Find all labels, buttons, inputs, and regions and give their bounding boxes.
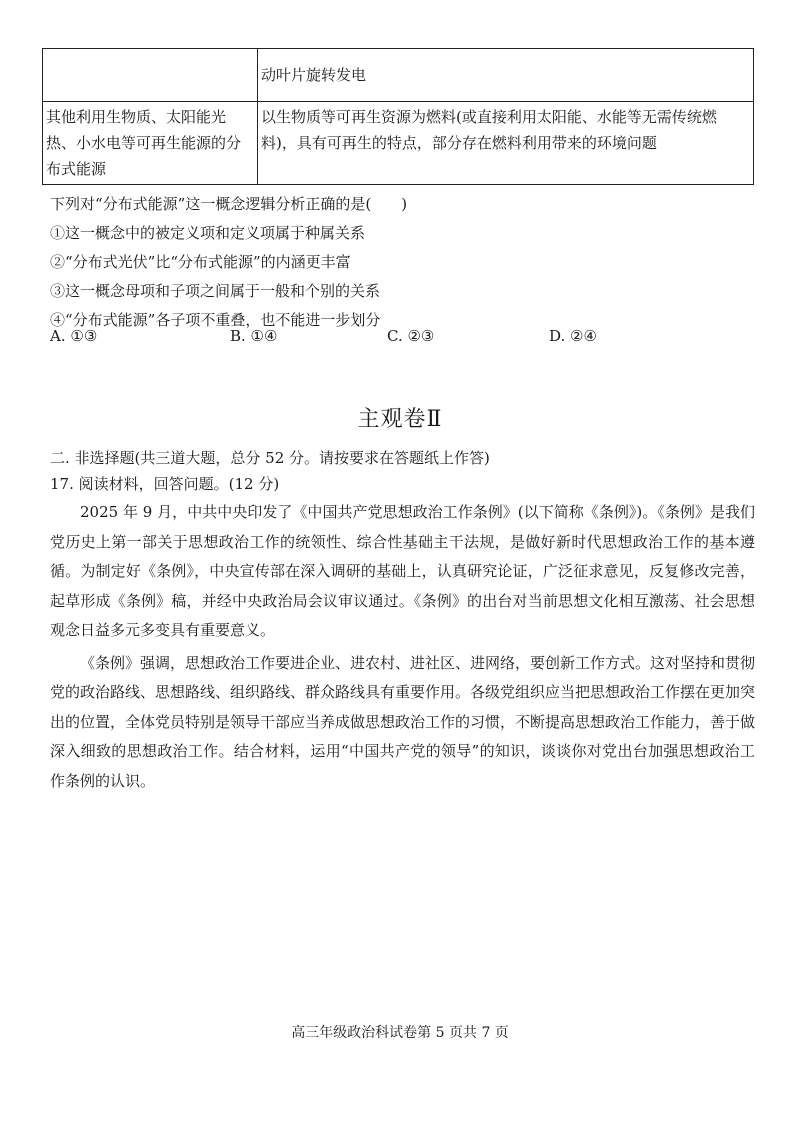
question-block: [50, 190, 760, 335]
question-stem: 下列对“分布式能源”这一概念逻辑分析正确的是( ): [50, 195, 408, 213]
statement-3: ③这一概念母项和子项之间属于一般和个别的关系: [50, 282, 381, 300]
table-row: [43, 49, 754, 102]
table-cell-description: 以生物质等可再生资源为燃料(或直接利用太阳能、水能等无需传统燃料)，具有可再生的特点，部分存在燃料利用带来的环境问题: [258, 102, 754, 185]
option-b: B. ①④: [230, 327, 278, 345]
table-row: [43, 102, 754, 185]
statement-1: ①这一概念中的被定义项和定义项属于种属关系: [50, 224, 366, 242]
statement-2: ②“分布式光伏”比“分布式能源”的内涵更丰富: [50, 253, 351, 271]
question-17-title: 17. 阅读材料，回答问题。(12 分): [50, 475, 280, 493]
table-cell-category: 其他利用生物质、太阳能光热、小水电等可再生能源的分布式能源: [43, 102, 258, 185]
answer-options: [50, 327, 760, 355]
table-cell-description: 动叶片旋转发电: [258, 49, 754, 102]
material-paragraph-2: 《条例》强调，思想政治工作要进企业、进农村、进社区、进网络，要创新工作方式。这对坚持和贯彻党的政治路线、思想路线、组织路线、群众路线具有重要作用。各级党组织应当把思想政治工作摆在更加突出的位置，全体党员特别是领导干部应当养成做思想政治工作的习惯，不断提高思想政治工作能力，善于做深入细致的思想政治工作。结合材料，运用“中国共产党的领导”的知识，谈谈你对党出台加强思想政治工作条例的认识。: [50, 653, 756, 790]
option-a: A. ①③: [50, 327, 98, 345]
energy-table: [42, 48, 754, 185]
material-paragraph-1: 2025 年 9 月，中共中央印发了《中国共产党思想政治工作条例》(以下简称《条例》)。《条例》是我们党历史上第一部关于思想政治工作的统领性、综合性基础主干法规，是做好新时代思想政治工作的基本遵循。为制定好《条例》，中央宣传部在深入调研的基础上，认真研究论证，广泛征求意见，反复修改完善，起草形成《条例》稿，并经中央政治局会议审议通过。《条例》的出台对当前思想文化相互激荡、社会思想观念日益多元多变具有重要意义。: [50, 503, 755, 639]
reading-material: [50, 498, 755, 796]
page-footer: 高三年级政治科试卷第 5 页共 7 页: [291, 1025, 509, 1041]
part-heading: 二. 非选择题(共三道大题，总分 52 分。请按要求在答题纸上作答): [50, 449, 490, 467]
option-d: D. ②④: [549, 327, 597, 345]
section-title: 主观卷Ⅱ: [357, 407, 443, 432]
table-cell-category: [43, 49, 258, 102]
statement-4: ④“分布式能源”各子项不重叠，也不能进一步划分: [50, 311, 381, 329]
option-c: C. ②③: [387, 327, 435, 345]
